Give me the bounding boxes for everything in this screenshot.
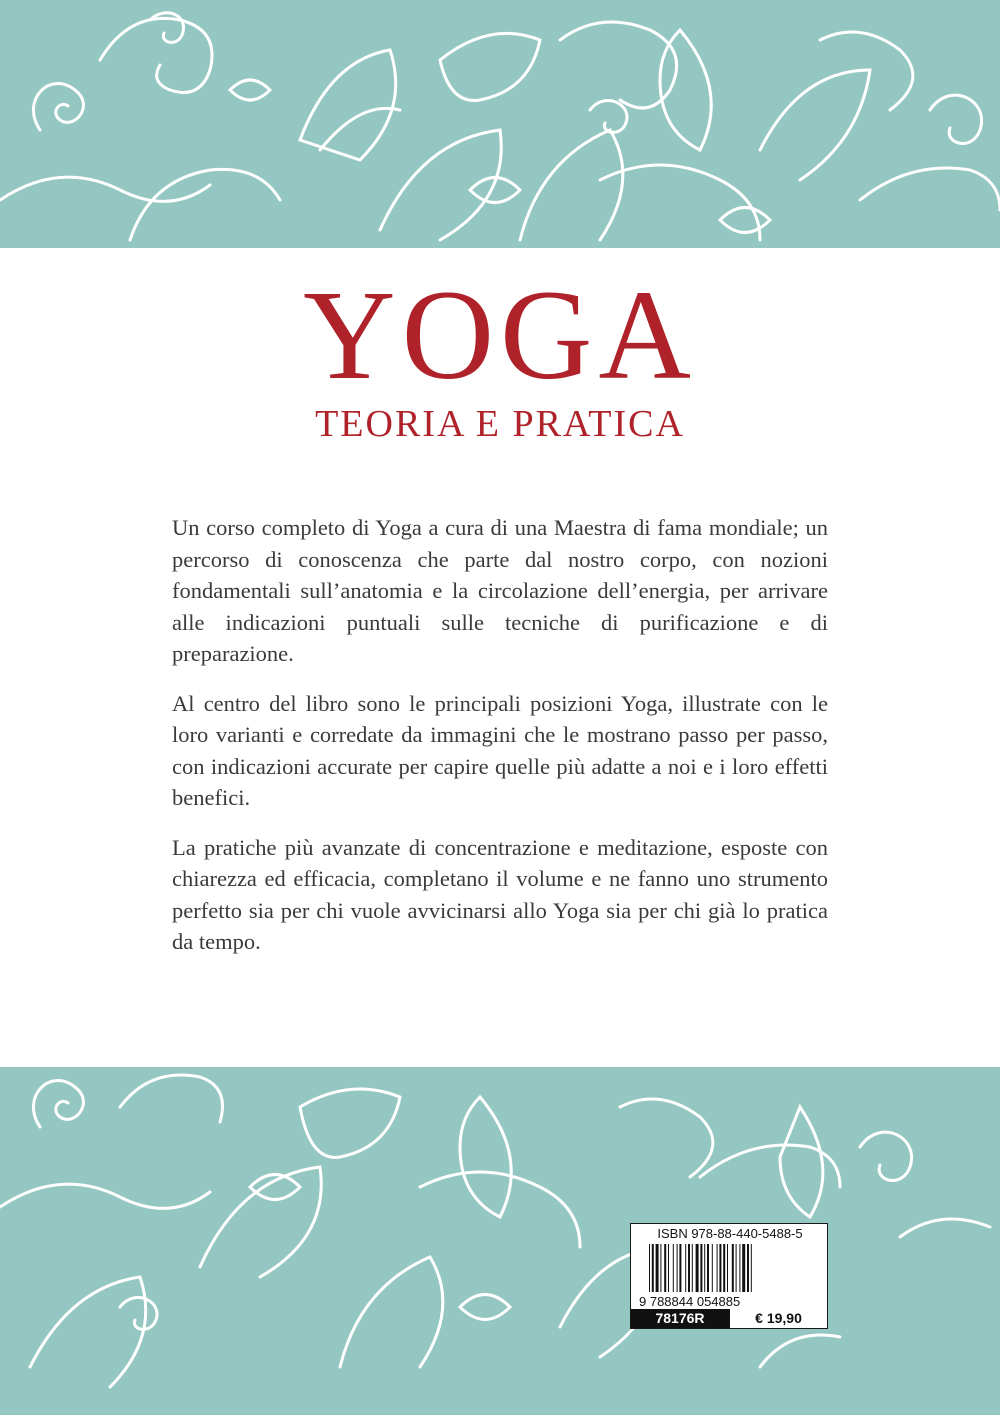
barcode-bar	[692, 1244, 693, 1292]
barcode-bar	[742, 1244, 745, 1292]
bottom-floral-band	[0, 1067, 1000, 1415]
floral-pattern-top	[0, 0, 1000, 248]
barcode-bar	[723, 1244, 725, 1292]
barcode-bar	[677, 1244, 678, 1292]
top-floral-band	[0, 0, 1000, 248]
barcode-bar	[660, 1244, 661, 1292]
blurb-paragraph-1: Un corso completo di Yoga a cura di una Maestra di fama mondiale; un percorso di conoscenza che parte dal nostro corpo, con nozioni fondamentali sull’anatomia e la circolazione dell’energia, per arrivare alle indicazioni puntuali sulle tecniche di purificazione e di preparazione.	[172, 515, 828, 666]
barcode-bar	[736, 1244, 737, 1292]
book-title: YOGA	[303, 264, 697, 406]
barcode-bar	[668, 1244, 669, 1292]
blurb-paragraph-3: La pratiche più avanzate di concentrazione e meditazione, esposte con chiarezza ed efficacia, completano il volume e ne fanno uno strumento perfetto sia per chi vuole avvicinarsi allo Yoga sia per chi già lo pratica da tempo.	[172, 834, 828, 954]
blurb-paragraph-2: Al centro del libro sono le principali posizioni Yoga, illustrate con le loro varianti e corredate da immagini che le mostrano passo per passo, con indicazioni accurate per capire quelle più adatte a noi e i loro effetti benefici.	[172, 690, 828, 810]
barcode-bar	[700, 1244, 702, 1292]
price: € 19,90	[729, 1309, 827, 1328]
barcode-bar	[649, 1244, 650, 1292]
floral-pattern-bottom	[0, 1067, 1000, 1415]
title-block	[0, 260, 1000, 446]
barcode-digits: 9 788844 054885	[639, 1294, 741, 1308]
isbn-text: ISBN 978-88-440-5488-5	[657, 1226, 803, 1241]
barcode-icon	[639, 1244, 821, 1308]
barcode-bar	[688, 1244, 690, 1292]
blurb	[172, 512, 828, 976]
barcode-bar	[696, 1244, 699, 1292]
price-row	[631, 1309, 827, 1328]
product-code: 78176R	[631, 1309, 729, 1328]
barcode-bar	[732, 1244, 734, 1292]
barcode-bar	[704, 1244, 705, 1292]
barcode-bar	[652, 1244, 654, 1292]
barcode-label	[630, 1223, 828, 1329]
barcode-bar	[751, 1244, 752, 1292]
barcode-bar	[707, 1244, 709, 1292]
barcode-bar	[656, 1244, 659, 1292]
barcode-bar	[717, 1244, 718, 1292]
barcode-bar	[747, 1244, 749, 1292]
book-subtitle: TEORIA E PRATICA	[315, 403, 685, 445]
barcode-bar	[712, 1244, 713, 1292]
barcode-bar	[685, 1244, 686, 1292]
barcode-bar	[679, 1244, 681, 1292]
barcode-bar	[739, 1244, 740, 1292]
barcode-bar	[664, 1244, 666, 1292]
barcode-bar	[727, 1244, 728, 1292]
barcode-bar	[719, 1244, 721, 1292]
barcode-bar	[673, 1244, 674, 1292]
